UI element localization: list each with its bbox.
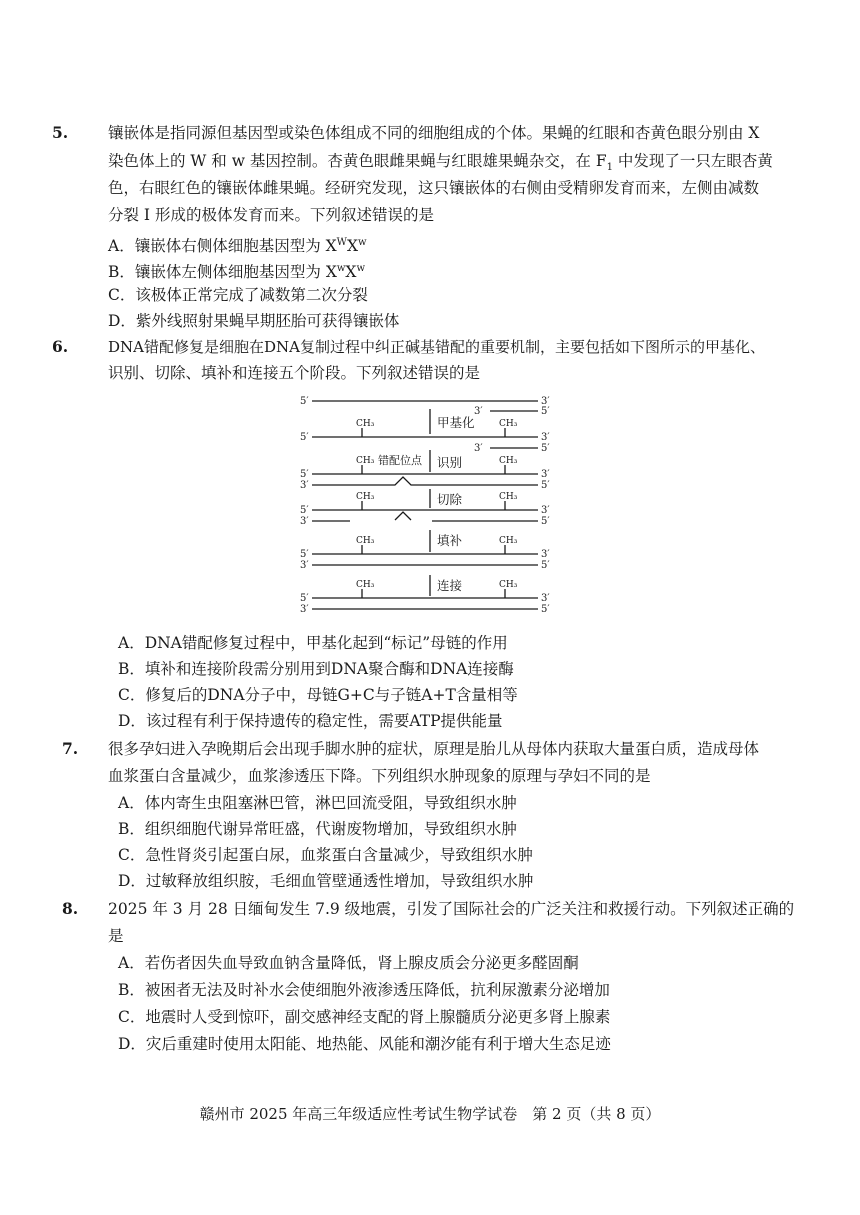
label-5prime: 5′ [541, 604, 550, 615]
label-3prime: 3′ [541, 396, 550, 407]
dna-mismatch-repair-diagram [300, 392, 562, 620]
label-3prime: 3′ [300, 516, 309, 527]
question-8-option-b: B．被困者无法及时补水会使细胞外液渗透压降低，抗利尿激素分泌增加 [118, 981, 610, 999]
question-8-option-c: C．地震时人受到惊吓，副交感神经支配的肾上腺髓质分泌更多肾上腺素 [118, 1008, 611, 1026]
label-5prime: 5′ [300, 396, 309, 407]
methyl-label: CH₃ [499, 536, 518, 546]
methyl-label: CH₃ [356, 419, 375, 429]
label-5prime: 5′ [300, 593, 309, 604]
label-5prime: 5′ [541, 406, 550, 417]
question-8-stem-line-2: 是 [108, 927, 124, 945]
methyl-label: CH₃ [499, 492, 518, 502]
label-5prime: 5′ [541, 480, 550, 491]
q5-optA-sup2: w [358, 237, 367, 248]
q5-optA-text: A．镶嵌体右侧体细胞基因型为 X [108, 237, 337, 256]
q5-optB-mid: X [345, 263, 357, 282]
question-7-stem-line-2: 血浆蛋白含量减少，血浆渗透压下降。下列组织水肿现象的原理与孕妇不同的是 [108, 767, 651, 785]
question-5-option-a [108, 232, 367, 257]
question-8-number: 8. [62, 899, 79, 918]
question-8-stem-line-1: 2025 年 3 月 28 日缅甸发生 7.9 级地震，引发了国际社会的广泛关注和救援行动。下列叙述正确的 [108, 900, 795, 918]
label-3prime: 3′ [474, 443, 483, 454]
question-7-option-d: D．过敏释放组织胺，毛细血管壁通透性增加，导致组织水肿 [118, 872, 534, 890]
label-3prime: 3′ [541, 549, 550, 560]
methyl-label: CH₃ [356, 536, 375, 546]
question-6-option-d: D．该过程有利于保持遗传的稳定性，需要ATP提供能量 [118, 712, 503, 730]
question-5-stem-line-3: 色，右眼红色的镶嵌体雌果蝇。经研究发现，这只镶嵌体的右侧由受精卵发育而来，左侧由减数 [108, 179, 760, 197]
question-7-stem-line-1: 很多孕妇进入孕晚期后会出现手脚水肿的症状，原理是胎儿从母体内获取大量蛋白质，造成母体 [108, 740, 760, 758]
question-6-stem-line-2: 识别、切除、填补和连接五个阶段。下列叙述错误的是 [108, 364, 481, 382]
q5-optB-text: B．镶嵌体左侧体细胞基因型为 X [108, 263, 337, 282]
label-3prime: 3′ [541, 593, 550, 604]
f1-subscript: 1 [606, 162, 613, 174]
methyl-label: CH₃ [499, 580, 518, 590]
question-6-option-c: C．修复后的DNA分子中，母链G+C与子链A+T含量相等 [118, 686, 518, 704]
question-6-option-b: B．填补和连接阶段需分别用到DNA聚合酶和DNA连接酶 [118, 660, 514, 678]
question-5-number: 5. [52, 123, 69, 142]
question-5-option-b [108, 258, 365, 283]
question-8-option-d: D．灾后重建时使用太阳能、地热能、风能和潮汐能有利于增大生态足迹 [118, 1035, 611, 1053]
label-5prime: 5′ [541, 516, 550, 527]
methyl-label: CH₃ [356, 580, 375, 590]
question-6-stem-line-1: DNA错配修复是细胞在DNA复制过程中纠正碱基错配的重要机制，主要包括如下图所示的甲基化、 [108, 338, 765, 356]
q5-optB-sup1: w [336, 263, 346, 274]
question-7-number: 7. [62, 739, 79, 758]
q5-optA-sup1: W [336, 237, 347, 248]
question-5-stem-line-4: 分裂 Ⅰ 形成的极体发育而来。下列叙述错误的是 [108, 206, 434, 224]
question-6-number: 6. [52, 337, 69, 356]
question-5-stem-line-1: 镶嵌体是指同源但基因型或染色体组成不同的细胞组成的个体。果蝇的红眼和杏黄色眼分别由 X [108, 124, 760, 142]
label-3prime: 3′ [300, 604, 309, 615]
stage-label-ligation: 连接 [437, 578, 463, 593]
label-5prime: 5′ [300, 505, 309, 516]
label-5prime: 5′ [541, 443, 550, 454]
question-5-option-d: D．紫外线照射果蝇早期胚胎可获得镶嵌体 [108, 312, 400, 330]
question-6-option-a: A．DNA错配修复过程中，甲基化起到“标记”母链的作用 [118, 634, 508, 652]
methyl-label: CH₃ [356, 456, 375, 466]
question-8-option-a: A．若伤者因失血导致血钠含量降低，肾上腺皮质会分泌更多醛固酮 [118, 954, 579, 972]
page-footer: 赣州市 2025 年高三年级适应性考试生物学试卷 第 2 页（共 8 页） [199, 1105, 661, 1123]
question-7-option-b: B．组织细胞代谢异常旺盛，代谢废物增加，导致组织水肿 [118, 820, 517, 838]
stage-label-methylation: 甲基化 [437, 415, 475, 430]
label-5prime: 5′ [541, 560, 550, 571]
label-5prime: 5′ [300, 549, 309, 560]
q5-optA-mid: X [346, 237, 358, 256]
label-3prime: 3′ [541, 469, 550, 480]
methyl-label: CH₃ [499, 419, 518, 429]
methyl-label: CH₃ [499, 456, 518, 466]
question-7-option-c: C．急性肾炎引起蛋白尿，血浆蛋白含量减少，导致组织水肿 [118, 846, 533, 864]
label-5prime: 5′ [300, 432, 309, 443]
stage-label-excision: 切除 [437, 492, 463, 507]
q5-line2-tail: 中发现了一只左眼杏黄 [612, 152, 773, 170]
q5-line2-text: 染色体上的 W 和 w 基因控制。杏黄色眼雌果蝇与红眼雄果蝇杂交，在 F [108, 152, 607, 170]
label-5prime: 5′ [300, 469, 309, 480]
stage-label-recognition: 识别 [437, 455, 463, 470]
stage-label-fill: 填补 [437, 533, 463, 548]
question-5-option-c: C．该极体正常完成了减数第二次分裂 [108, 286, 368, 304]
label-3prime: 3′ [541, 505, 550, 516]
label-3prime: 3′ [300, 560, 309, 571]
label-3prime: 3′ [474, 406, 483, 417]
label-3prime: 3′ [541, 432, 550, 443]
question-5-stem-line-2 [108, 150, 773, 179]
mismatch-site-label: 错配位点 [378, 454, 422, 467]
methyl-label: CH₃ [356, 492, 375, 502]
q5-optB-sup2: w [356, 263, 366, 274]
question-7-option-a: A．体内寄生虫阻塞淋巴管，淋巴回流受阻，导致组织水肿 [118, 794, 517, 812]
label-3prime: 3′ [300, 480, 309, 491]
